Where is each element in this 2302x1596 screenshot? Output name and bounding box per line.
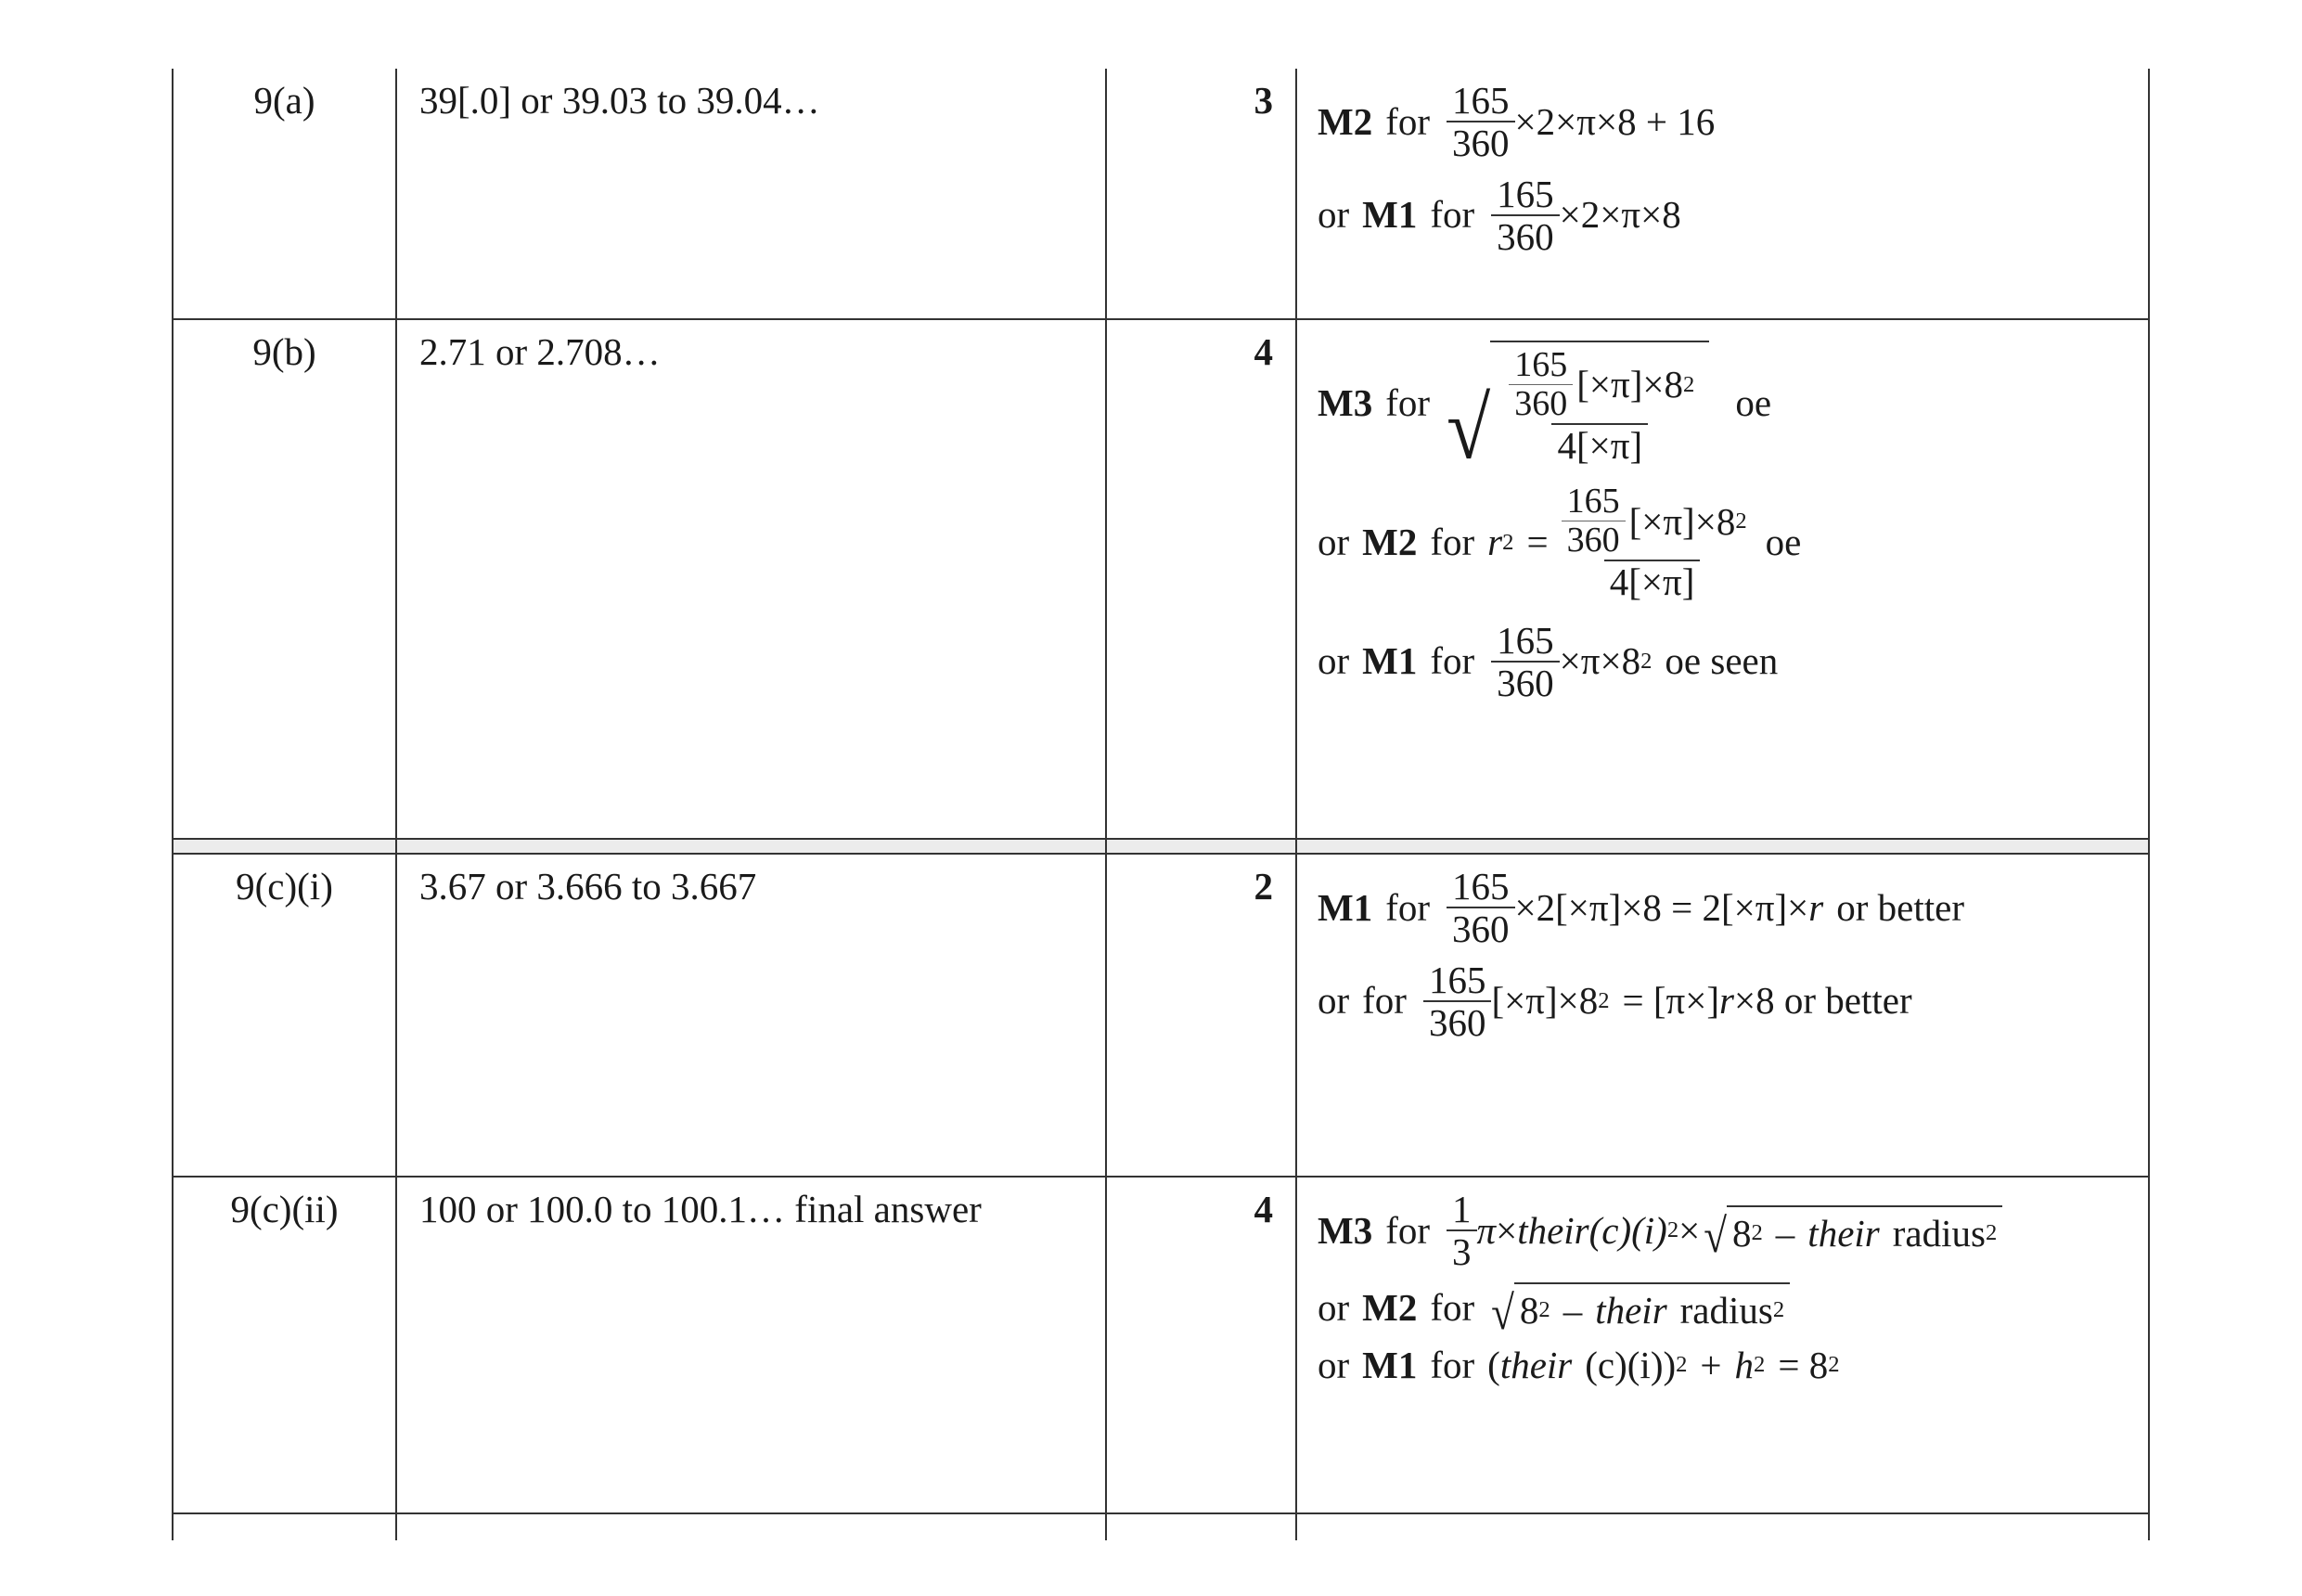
expression: ×2[×π]×8 = 2[×π]× [1514, 885, 1809, 929]
expression: × [1678, 1208, 1701, 1252]
denominator: 360 [1491, 661, 1560, 703]
radical-sign: √ [1447, 379, 1491, 478]
guidance-line: or M1 for $\frac{165}{360}$ ×π×8 2 oe seen [1318, 618, 1779, 704]
expression: [×π]×8 [1628, 499, 1736, 543]
denominator: 360 [1509, 384, 1573, 423]
answer-cell: 2.71 or 2.708… [396, 319, 1106, 839]
guidance-line [1318, 341, 2148, 478]
radical-sign: √ [1491, 1285, 1514, 1340]
expression: = [π×] [1622, 979, 1720, 1023]
denominator: 360 [1447, 907, 1515, 949]
pi-symbol: π [1476, 1208, 1497, 1252]
expression: ×π×8 [1559, 639, 1641, 683]
guidance-line [1318, 80, 2148, 164]
guidance-text: or [1318, 1343, 1350, 1386]
method-mark: M3 [1318, 1208, 1373, 1252]
expression: = [1526, 521, 1549, 564]
guidance-text: or [1318, 639, 1350, 683]
method-mark: M2 [1362, 1285, 1418, 1329]
guidance-text: oe seen [1665, 639, 1779, 683]
table-row [173, 854, 2149, 1177]
guidance-text: oe [1765, 521, 1802, 564]
numerator: 165 [1452, 865, 1510, 907]
fraction [1447, 866, 1515, 950]
guidance-text: for [1385, 99, 1431, 143]
method-mark: M1 [1362, 639, 1418, 683]
numerator: 165 [1514, 345, 1568, 384]
method-mark: M2 [1318, 99, 1373, 143]
denominator: 360 [1562, 521, 1626, 560]
fraction [1447, 80, 1515, 164]
marks-cell: 2 [1106, 854, 1296, 1177]
variable: r [1719, 979, 1735, 1023]
numerator: 1 [1452, 1188, 1472, 1230]
guidance-text: or [1318, 521, 1350, 564]
guidance-text: for [1430, 1343, 1475, 1386]
guidance-text: their [1517, 1208, 1589, 1252]
method-mark: M1 [1318, 885, 1373, 929]
fraction [1562, 483, 1626, 560]
denominator: 4[×π] [1604, 560, 1701, 602]
fraction: $\frac{165}{360}$ [×π]×8 2 4[×π] [1552, 483, 1753, 602]
guidance-text: for [1430, 193, 1475, 237]
denominator: 360 [1447, 121, 1515, 163]
expression: ×2×π×8 + 16 [1514, 99, 1716, 143]
numerator: 165 [1452, 79, 1510, 122]
row-separator [173, 839, 2149, 854]
guidance-line [1318, 174, 2148, 258]
numerator: 165 [1497, 618, 1554, 662]
guidance-line: M3 for $\frac{1}{3}$ π × their (c)(i) 2 × √ 8 2 – their radius 2 [1318, 1189, 2148, 1273]
guidance-line [1318, 1282, 2148, 1340]
denominator: 360 [1491, 214, 1560, 257]
fraction [1509, 346, 1573, 423]
method-mark: M1 [1362, 1343, 1418, 1386]
fraction [1491, 174, 1560, 258]
question-cell: 9(a) [173, 69, 396, 319]
expression: ×2×π×8 [1559, 193, 1681, 237]
numerator: 165 [1566, 482, 1620, 521]
marks-cell: 4 [1106, 1177, 1296, 1513]
denominator: 4[×π] [1551, 423, 1648, 466]
fraction [1491, 620, 1560, 704]
mark-scheme-table [172, 69, 2150, 1540]
method-mark: M1 [1362, 193, 1418, 237]
guidance-cell [1296, 1177, 2149, 1513]
variable: h [1734, 1343, 1755, 1386]
square-root: √ 8 2 – their radius 2 [1491, 1282, 1790, 1333]
guidance-text: for [1430, 639, 1475, 683]
guidance-cell [1296, 69, 2149, 319]
expression: × [1496, 1208, 1518, 1252]
guidance-text: for [1430, 1285, 1475, 1329]
denominator: 3 [1447, 1229, 1477, 1272]
fraction [1423, 959, 1492, 1044]
answer-cell: 39[.0] or 39.03 to 39.04… [396, 69, 1106, 319]
question-cell: 9(c)(ii) [173, 1177, 396, 1513]
radical-sign: √ [1704, 1208, 1727, 1263]
table-row [173, 319, 2149, 839]
guidance-cell [1296, 319, 2149, 839]
guidance-text: or [1318, 193, 1350, 237]
fraction [1447, 1189, 1477, 1273]
table-row-continuation [173, 1513, 2149, 1540]
method-mark: M3 [1318, 381, 1373, 425]
answer-cell: 100 or 100.0 to 100.1… final answer [396, 1177, 1106, 1513]
method-mark: M2 [1362, 521, 1418, 564]
denominator: 360 [1423, 1000, 1492, 1043]
variable: r [1808, 885, 1824, 929]
guidance-text: for [1430, 521, 1475, 564]
guidance-line [1318, 866, 2148, 950]
variable: r [1487, 521, 1503, 564]
table-row [173, 69, 2149, 319]
guidance-text: for [1385, 381, 1431, 425]
table-row [173, 1177, 2149, 1513]
numerator: 165 [1497, 172, 1554, 215]
marks-cell: 3 [1106, 69, 1296, 319]
guidance-cell [1296, 854, 2149, 1177]
marks-cell: 4 [1106, 319, 1296, 839]
guidance-text: or [1318, 1285, 1350, 1329]
expression: [×π]×8 [1576, 363, 1684, 406]
guidance-line: or M2 for r 2 = $\frac{165}{360}$ [×π]×8 2 4[×π] oe [1318, 482, 1802, 604]
guidance-text: for [1385, 885, 1431, 929]
question-cell: 9(b) [173, 319, 396, 839]
question-cell: 9(c)(i) [173, 854, 396, 1177]
guidance-text: oe [1735, 381, 1772, 425]
fraction: $\frac{165}{360}$ [×π]×8 2 4[×π] [1499, 346, 1700, 466]
guidance-text: (c)(i) [1588, 1208, 1667, 1252]
guidance-line: or for $\frac{165}{360}$ [×π]×8 2 = [π×] r ×8 or better [1318, 958, 1912, 1044]
expression: [×π]×8 [1491, 979, 1599, 1023]
square-root [1447, 341, 1709, 478]
answer-cell: 3.67 or 3.666 to 3.667 [396, 854, 1106, 1177]
square-root: √ 8 2 – their radius 2 [1704, 1205, 2002, 1256]
numerator: 165 [1428, 958, 1486, 1001]
guidance-text: for [1362, 979, 1407, 1023]
guidance-text: or better [1836, 885, 1964, 929]
guidance-text: ×8 or better [1734, 979, 1912, 1023]
guidance-text: or [1318, 979, 1350, 1023]
guidance-line: or M1 for ( their (c)(i)) 2 + h 2 = 8 2 [1318, 1343, 2148, 1388]
guidance-text: for [1385, 1208, 1431, 1252]
